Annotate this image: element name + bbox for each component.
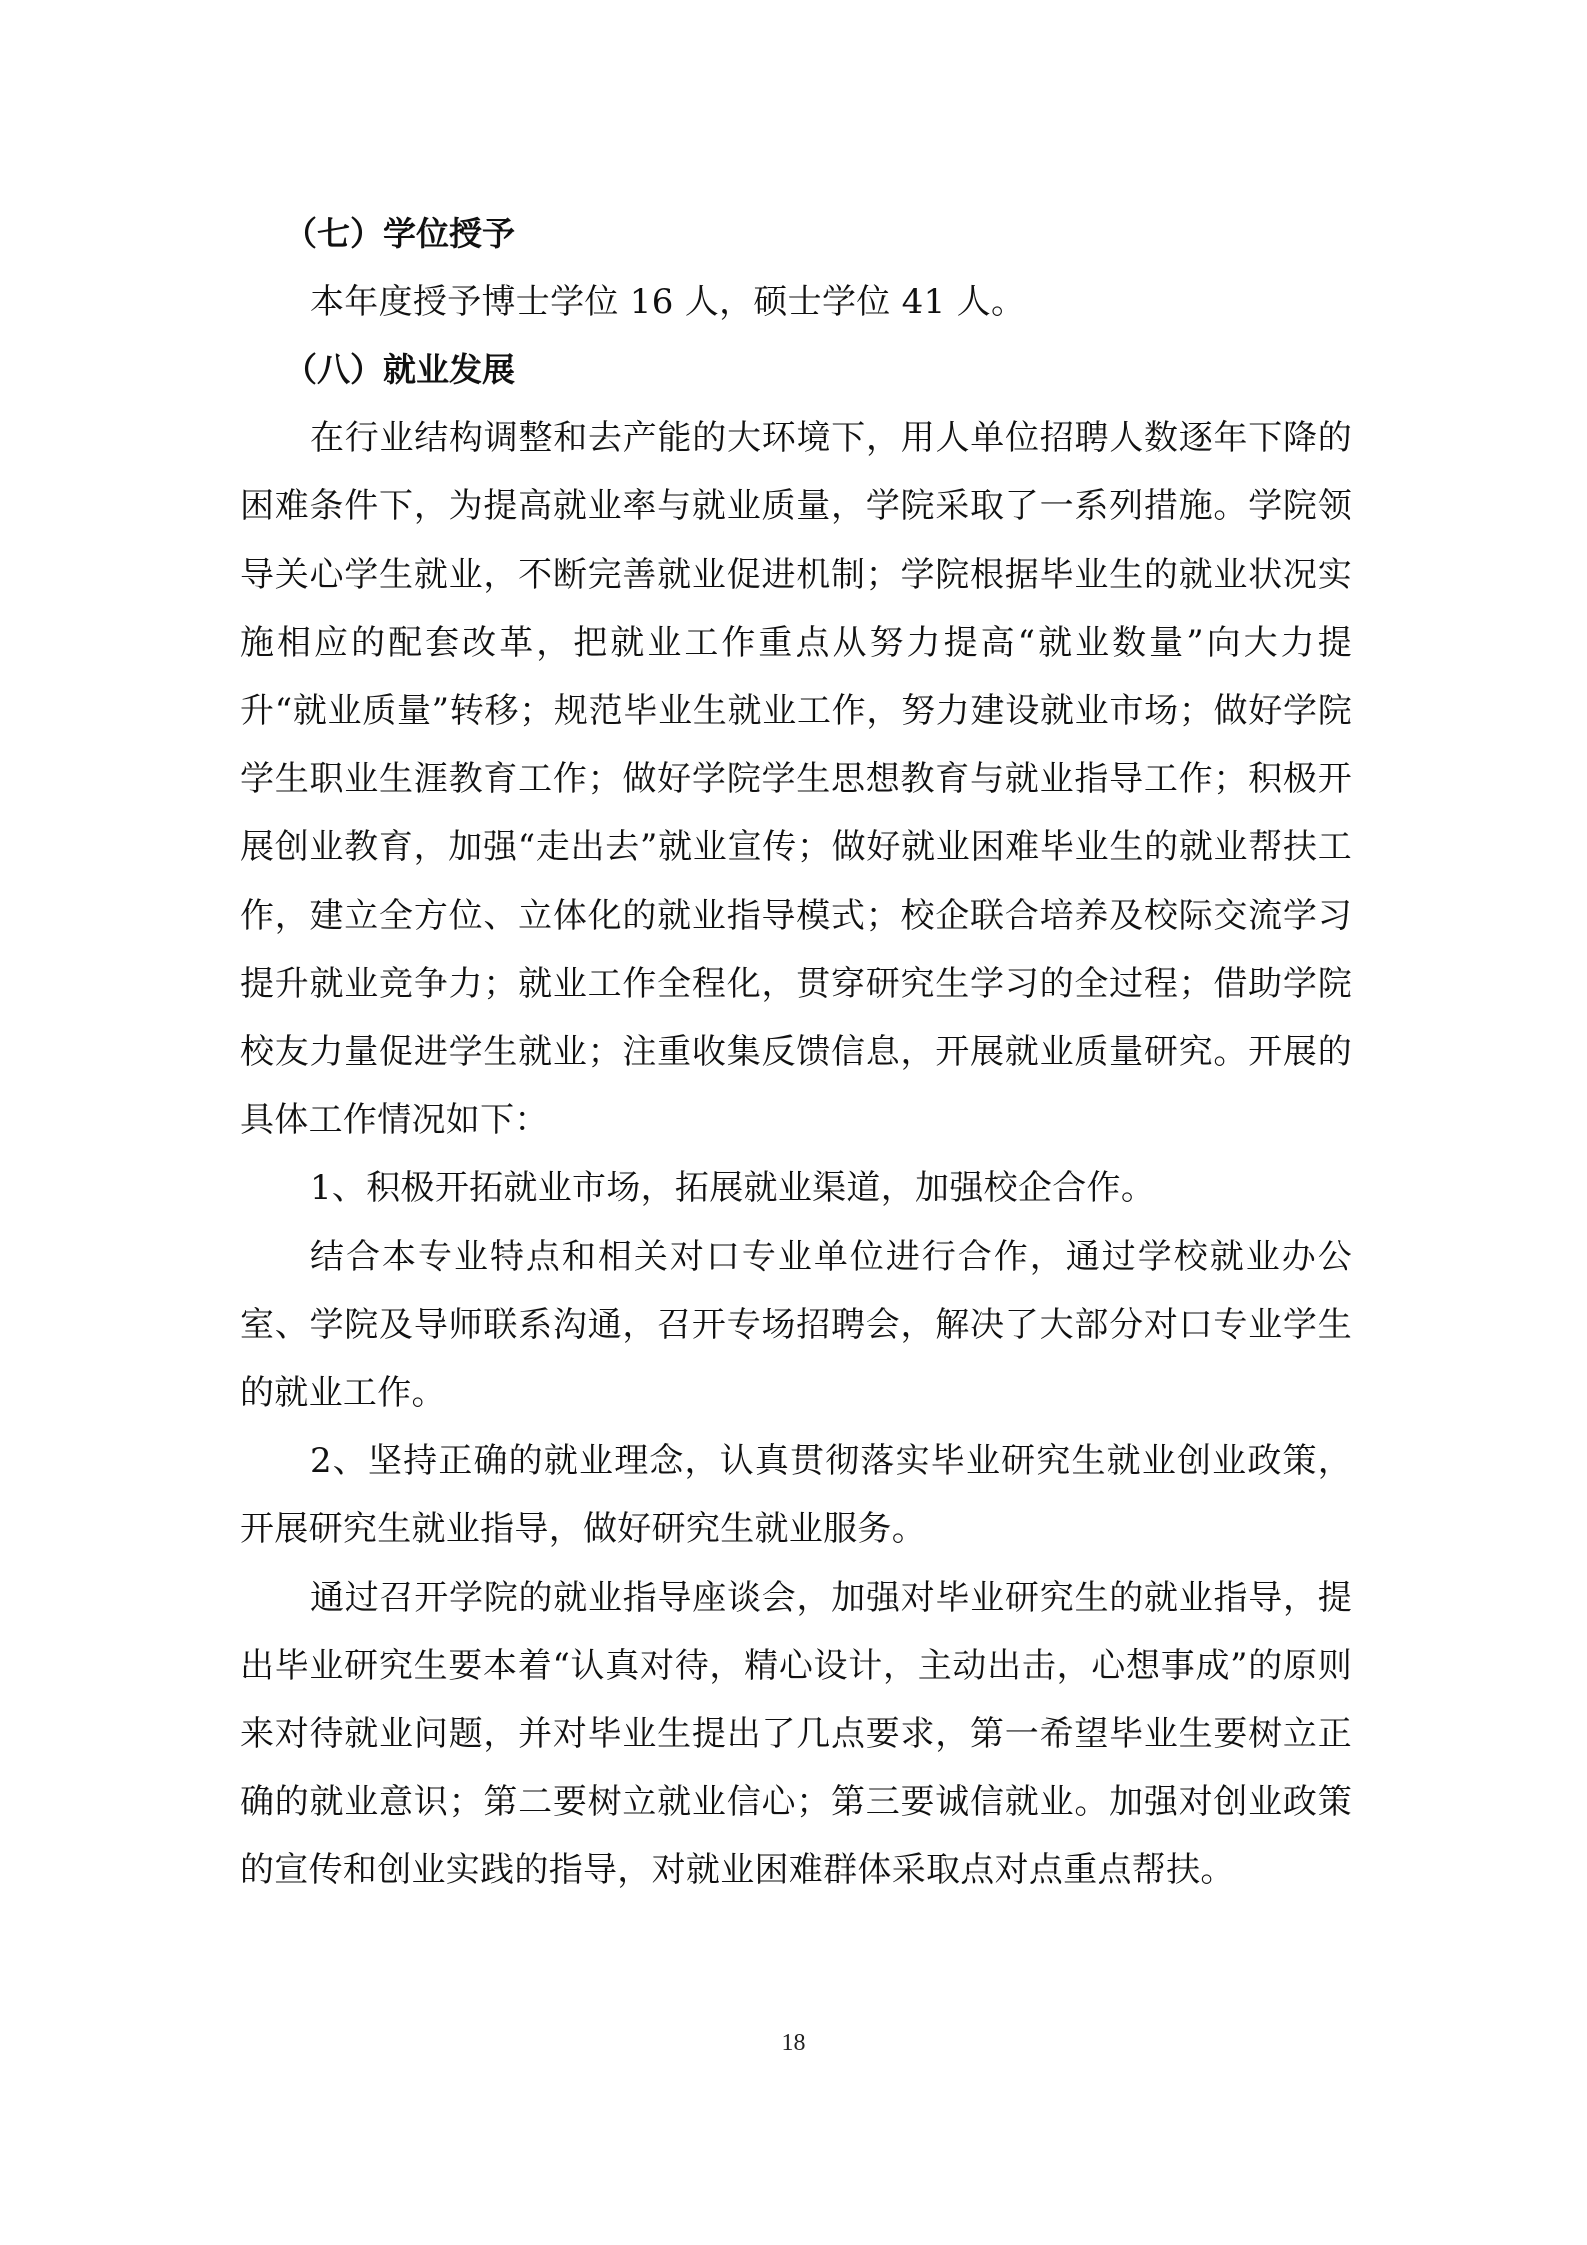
page-number: 18: [781, 2030, 806, 2056]
section-heading-degree-award: （七）学位授予: [284, 214, 515, 253]
paragraph-item-1-body: 结合本专业特点和相关对口专业单位进行合作，通过学校就业办公室、学院及导师联系沟通，召开专场招聘会，解决了大部分对口专业学生的就业工作。: [240, 1236, 1352, 1414]
paragraph-item-2-title: 2、坚持正确的就业理念，认真贯彻落实毕业研究生就业创业政策，开展研究生就业指导，做好研究生就业服务。: [240, 1441, 1352, 1550]
paragraph-item-1-title: 1、积极开拓就业市场，拓展就业渠道，加强校企合作。: [310, 1168, 1156, 1209]
paragraph-degree-award: 本年度授予博士学位 16 人，硕士学位 41 人。: [310, 282, 1026, 322]
paragraph-employment-overview: 在行业结构调整和去产能的大环境下，用人单位招聘人数逐年下降的困难条件下，为提高就业率与就业质量，学院采取了一系列措施。学院领导关心学生就业，不断完善就业促进机制；学院根据毕业生的就业状况实施相应的配套改革，把就业工作重点从努力提高“就业数量”向大力提升“就业质量”转移；规范毕业生就业工作，努力建设就业市场；做好学院学生职业生涯教育工作；做好学院学生思想教育与就业指导工作；积极开展创业教育，加强“走出去”就业宣传；做好就业困难毕业生的就业帮扶工作，建立全方位、立体化的就业指导模式；校企联合培养及校际交流学习提升就业竞争力；就业工作全程化，贯穿研究生学习的全过程；借助学院校友力量促进学生就业；注重收集反馈信息，开展就业质量研究。开展的具体工作情况如下：: [240, 418, 1352, 1141]
page-content: [240, 200, 1352, 1905]
section-heading-employment: （八）就业发展: [284, 350, 515, 390]
paragraph-item-2-body: 通过召开学院的就业指导座谈会，加强对毕业研究生的就业指导，提出毕业研究生要本着“认真对待，精心设计，主动出击，心想事成”的原则来对待就业问题，并对毕业生提出了几点要求，第一希望毕业生要树立正确的就业意识；第二要树立就业信心；第三要诚信就业。加强对创业政策的宣传和创业实践的指导，对就业困难群体采取点对点重点帮扶。: [240, 1577, 1352, 1891]
